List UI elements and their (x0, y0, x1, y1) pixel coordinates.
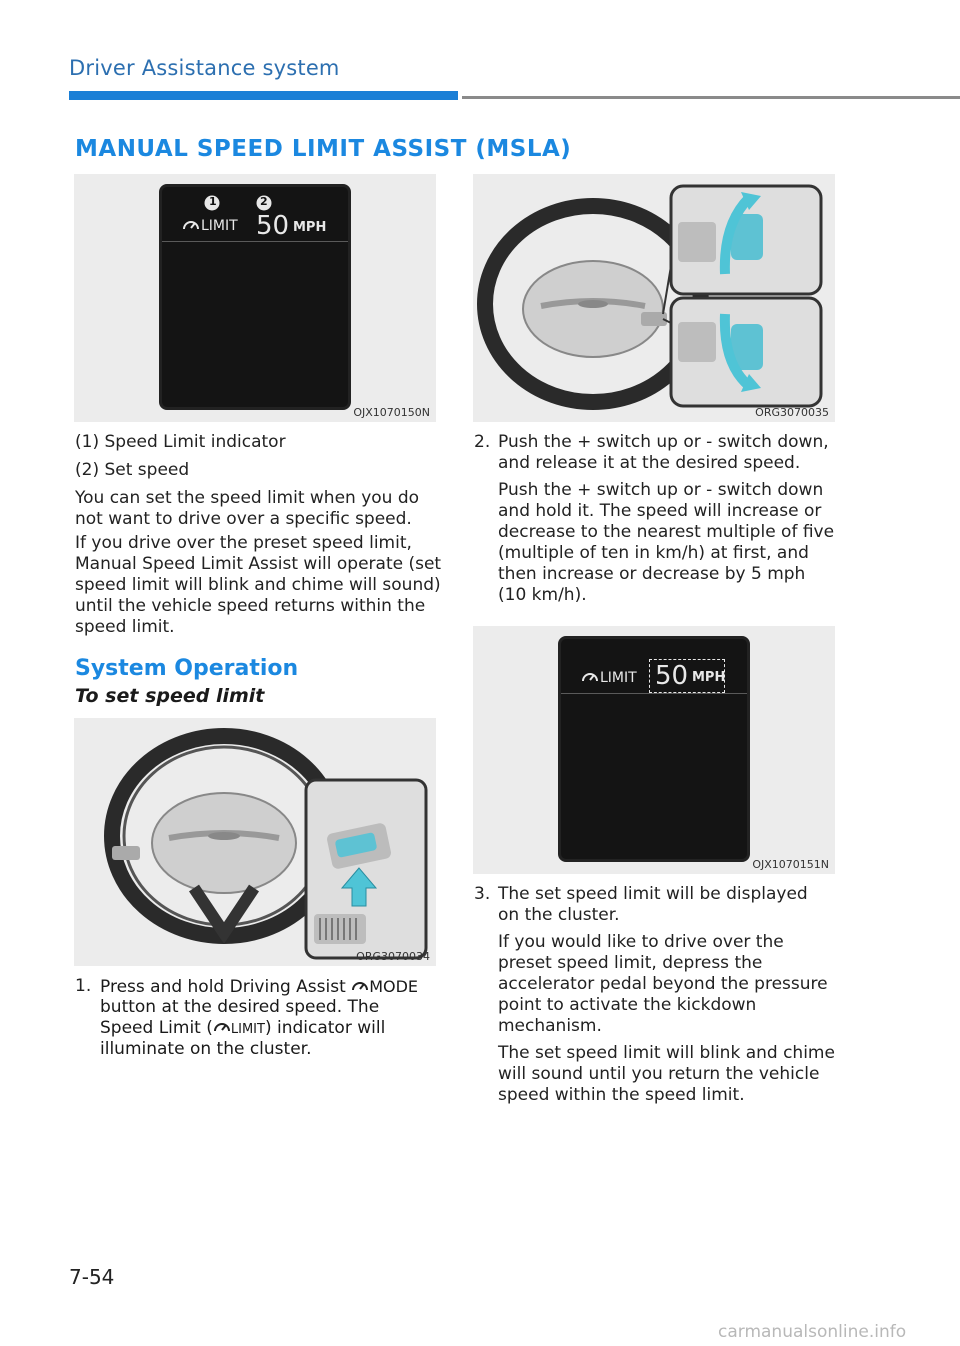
header-bar-accent (69, 91, 458, 100)
set-speed-value: 50 (655, 661, 689, 691)
driving-assist-icon (351, 978, 369, 994)
marker-2-label: 2 (260, 195, 268, 208)
step-1-text-c: Speed Limit ( (100, 1018, 213, 1038)
step-1-line-3 (100, 1018, 385, 1040)
steering-wheel-illustration (74, 718, 436, 966)
step-2-paragraph-1: Push the + switch up or - switch down, and release it at the desired speed. (498, 432, 829, 473)
caption-item-1: (1) Speed Limit indicator (75, 432, 286, 452)
section-header: Driver Assistance system (69, 56, 340, 80)
speed-unit: MPH (692, 670, 726, 685)
subsection-heading: To set speed limit (75, 685, 265, 707)
speed-limit-icon (581, 669, 599, 685)
step-3-paragraph-2: If you would like to drive over the preset speed limit, depress the accelerator pedal beyond the pressure point to activate the kickdown mechanism. (498, 932, 828, 1036)
limit-label: LIMIT (600, 670, 637, 686)
section-heading: System Operation (75, 656, 299, 681)
intro-paragraph-1: You can set the speed limit when you do not want to drive over a specific speed. (75, 488, 420, 529)
figure-cluster-set-speed (473, 626, 835, 874)
step-1-text-d: ) indicator will (264, 1018, 386, 1038)
speed-limit-icon (182, 217, 200, 233)
step-3-paragraph-3: The set speed limit will blink and chime will sound until you return the vehicle speed within the speed limit. (498, 1043, 835, 1105)
step-2-number: 2. (474, 432, 491, 452)
step-1-line-1 (100, 976, 418, 998)
step-2-paragraph-2: Push the + switch up or - switch down and hold it. The speed will increase or decrease to the nearest multiple of five (multiple of ten in km/h) at first, and then increase or decrease by 5 mph (10 km/h). (498, 480, 835, 605)
mode-label: MODE (369, 977, 419, 996)
figure-cluster-indicators (74, 174, 436, 422)
set-speed-value: 50 (256, 211, 290, 241)
step-1-line-2: button at the desired speed. The (100, 997, 380, 1017)
limit-label-inline: LIMIT (230, 1022, 265, 1037)
figure-code: ORG3070034 (356, 950, 430, 963)
step-1-line-4: illuminate on the cluster. (100, 1039, 312, 1059)
watermark: carmanualsonline.info (718, 1322, 907, 1342)
step-1-text-a: Press and hold Driving Assist (100, 977, 346, 997)
figure-steering-switch (473, 174, 835, 422)
cluster-display (159, 184, 351, 410)
intro-paragraph-2: If you drive over the preset speed limit, Manual Speed Limit Assist will operate (set speed limit will blink and chime will sound) until the vehicle speed returns within the speed limit. (75, 533, 442, 637)
header-bar-rule (462, 96, 960, 99)
figure-steering-mode-button (74, 718, 436, 966)
cluster-display (558, 636, 750, 862)
step-3-number: 3. (474, 884, 491, 904)
marker-1-label: 1 (209, 195, 217, 208)
limit-label: LIMIT (201, 218, 238, 234)
speed-limit-icon (213, 1019, 231, 1035)
figure-code: OJX1070151N (752, 858, 829, 871)
step-3-paragraph-1: The set speed limit will be displayed on the cluster. (498, 884, 808, 925)
step-1-number: 1. (75, 976, 92, 996)
figure-code: ORG3070035 (755, 406, 829, 419)
steering-switch-illustration (473, 174, 835, 422)
caption-item-2: (2) Set speed (75, 460, 190, 480)
figure-code: OJX1070150N (353, 406, 430, 419)
page-title: MANUAL SPEED LIMIT ASSIST (MSLA) (75, 136, 572, 162)
speed-unit: MPH (293, 220, 327, 235)
page-number: 7-54 (69, 1265, 115, 1289)
